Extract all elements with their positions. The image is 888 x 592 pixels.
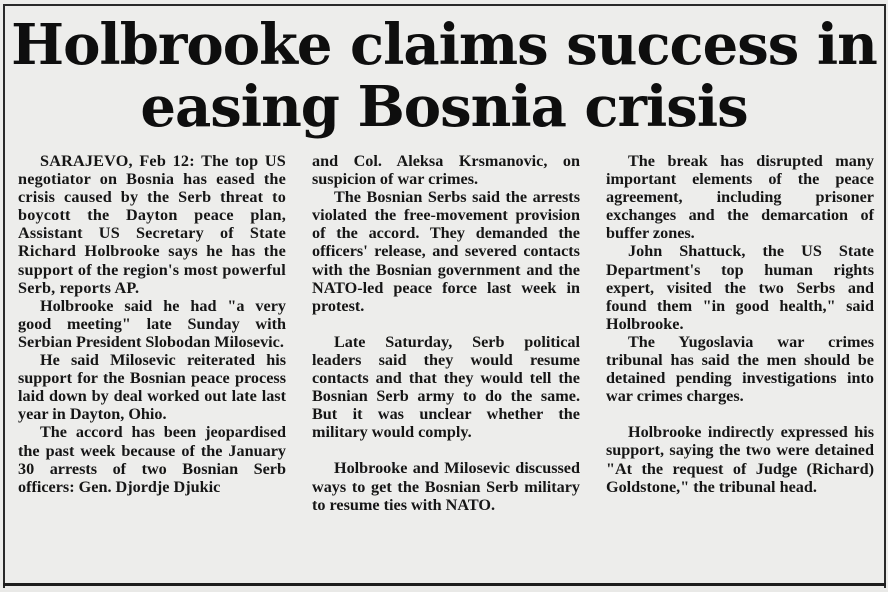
article-column-3	[606, 152, 874, 496]
article-paragraph: John Shattuck, the US State Department's top human rights expert, visited the two Serbs and found them "in good health," said Holbrooke.	[606, 242, 874, 333]
article-body	[18, 152, 878, 582]
left-rule	[3, 4, 5, 588]
article-column-1	[18, 152, 286, 496]
article-paragraph: The Bosnian Serbs said the arrests violated the free-movement provision of the accord. They demanded the officers' release, and severed contacts with the Bosnian government and the NATO-led peace force last week in protest.	[312, 188, 580, 315]
right-rule	[884, 4, 886, 588]
bottom-rule	[3, 583, 886, 586]
article-paragraph: The accord has been jeopardised the past week because of the January 30 arrests of two Bosnian Serb officers: Gen. Djordje Djukic	[18, 423, 286, 496]
headline	[10, 14, 878, 138]
article-paragraph: Holbrooke said he had "a very good meeting" late Sunday with Serbian President Slobodan Milosevic.	[18, 296, 286, 351]
article-paragraph: Holbrooke and Milosevic discussed ways to get the Bosnian Serb military to resume ties with NATO.	[312, 459, 580, 514]
article-paragraph: Late Saturday, Serb political leaders said they would resume contacts and that they would tell the Bosnian Serb army to do the same. But it was unclear whether the military would comply.	[312, 332, 580, 442]
article-paragraph: SARAJEVO, Feb 12: The top US negotiator on Bosnia has eased the crisis caused by the Serb threat to boycott the Dayton peace plan, Assistant US Secretary of State Richard Holbrooke says he has the support of the region's most powerful Serb, reports AP.	[18, 152, 286, 297]
article-paragraph: Holbrooke indirectly expressed his support, saying the two were detained "At the request of Judge (Richard) Goldstone," the tribunal head.	[606, 423, 874, 496]
article-paragraph: and Col. Aleksa Krsmanovic, on suspicion of war crimes.	[312, 152, 580, 189]
article-column-2	[312, 152, 580, 514]
article-paragraph: He said Milosevic reiterated his support for the Bosnian peace process laid down by deal worked out late last year in Dayton, Ohio.	[18, 351, 286, 424]
top-rule	[3, 4, 886, 6]
article-paragraph: The Yugoslavia war crimes tribunal has said the men should be detained pending investigations into war crimes charges.	[606, 332, 874, 406]
headline-line-2: easing Bosnia crisis	[140, 74, 748, 140]
article-paragraph: The break has disrupted many important elements of the peace agreement, including prisoner exchanges and the demarcation of buffer zones.	[606, 152, 874, 243]
headline-line-1: Holbrooke claims success in	[11, 12, 877, 78]
